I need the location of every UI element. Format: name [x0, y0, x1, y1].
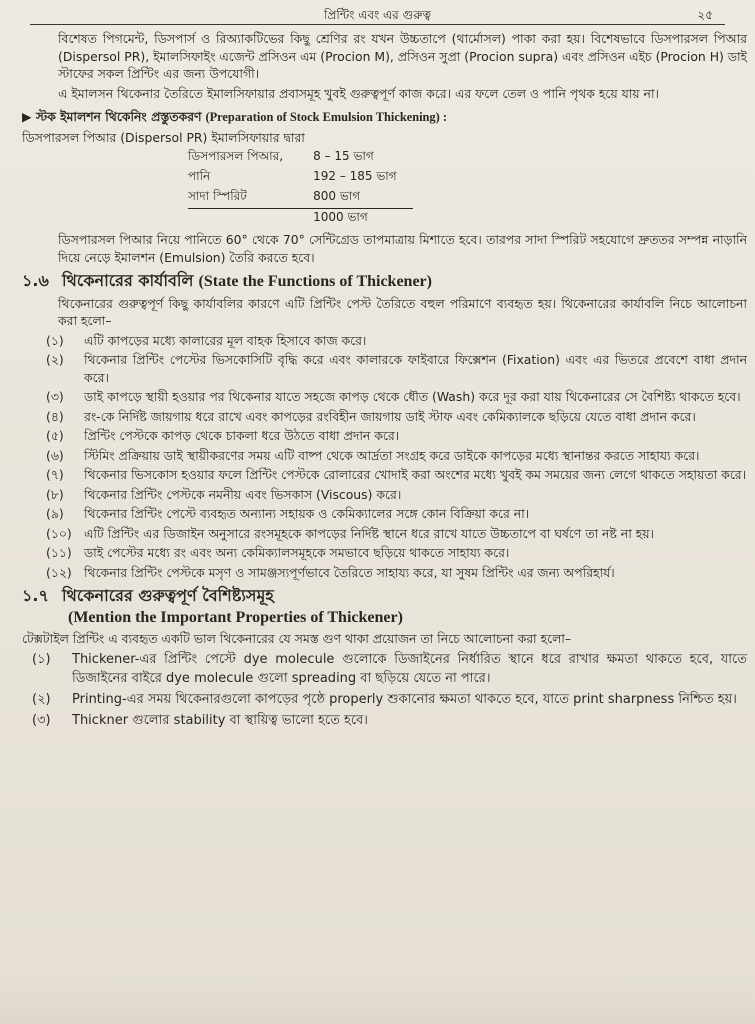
recipe-row — [188, 148, 413, 168]
stock-heading-en: (Preparation of Stock Emulsion Thickening) : — [205, 110, 447, 124]
properties-list — [22, 650, 747, 730]
stock-heading — [22, 108, 747, 127]
section-1-7-intro: টেক্সটাইল প্রিন্টিং এ ব্যবহৃত একটি ভাল থিকেনারের যে সমস্ত গুণ থাকা প্রয়োজন তা নিচে আলোচনা করা হলো– — [22, 631, 572, 646]
list-item: (৮) থিকেনার প্রিন্টিং পেস্টকে নমনীয় এবং ভিসকাস (Viscous) করে। — [46, 486, 402, 502]
list-item: (১) এটি কাপড়ের মধ্যে কালারের মূল বাহক হিসাবে কাজ করে। — [46, 332, 367, 348]
list-item: (৬) স্টিমিং প্রক্রিয়ায় ডাই স্থায়ীকরণের সময় এটি বাষ্প থেকে আর্দ্রতা সংগ্রহ করে ডাইকে কাপড়ের মধ্যে স্থানান্তর করতে সাহায্য করে। — [46, 447, 700, 463]
functions-list — [22, 332, 747, 582]
recipe-ingredient: ডিসপারসল পিআর, — [188, 149, 284, 163]
recipe-total-row — [188, 209, 413, 230]
recipe-ingredient: পানি — [188, 169, 211, 183]
recipe-table — [188, 148, 747, 229]
list-item: (২) Printing-এর সময় থিকেনারগুলো কাপড়ের পৃষ্ঠে properly শুকানোর ক্ষমতা থাকতে হবে, যাতে print sharpness নিশ্চিত হয়। — [32, 691, 737, 707]
intro-paragraph-2: এ ইমালসন থিকেনার তৈরিতে ইমালসিফায়ার প্রবাসমূহ খুবই গুরুত্বপূর্ণ কাজ করে। এর ফলে তেল ও পানি পৃথক হয়ে যায় না। — [58, 85, 659, 101]
list-item: (৭) থিকেনার ভিসকোস হওয়ার ফলে প্রিন্টিং পেস্টকে রোলারের খোদাই করা অংশের মধ্যে খুবই কম সময়ের জন্য লেগে থাকতে সহায়তা করে। — [46, 467, 747, 482]
list-item: (৯) থিকেনার প্রিন্টিং পেস্টে ব্যবহৃত অন্যান্য সহায়ক ও কেমিক্যালের সঙ্গে কোন বিক্রিয়া করে না। — [46, 506, 530, 521]
list-item: (১) Thickener-এর প্রিন্টিং পেস্টে dye molecule গুলোকে ডিজাইনের নির্ধারিত স্থানে ধরে রাখার ক্ষমতা থাকতে হবে, যাতে ডিজাইনের বাইরে dye molecule গুলো spreading বা ছড়িয়ে যেতে না পারে। — [32, 651, 747, 686]
list-item: (১০) এটি প্রিন্টিং এর ডিজাইন অনুসারে রংসমূহকে কাপড়ের নির্দিষ্ট স্থানে ধরে রাখে যাতে উচ্চতাপে বা ঘর্ষণে তা নষ্ট না হয়। — [46, 525, 654, 541]
stock-outro: ডিসপারসল পিআর নিয়ে পানিতে 60° থেকে 70° সেন্টিগ্রেড তাপমাত্রায় মিশাতে হবে। তারপর সাদা স্পিরিট সহযোগে দ্রুততর সম্পন্ন নাড়ানি দিয়ে নেড়ে ইমালশন (Emulsion) তৈরি করতে হবে। — [58, 232, 747, 265]
recipe-amount: 8 – 15 ভাগ — [313, 149, 374, 163]
page-number: ২৫ — [697, 8, 713, 22]
list-item: (২) থিকেনার প্রিন্টিং পেস্টের ভিসকোসিটি বৃদ্ধি করে এবং কালারকে ফাইবারে ফিক্সেশন (Fixation) এবং এর ভিতরে প্রবেশে বাধা প্রদান করে। — [46, 352, 747, 385]
recipe-total: 1000 ভাগ — [313, 210, 368, 224]
page-content — [22, 30, 747, 732]
stock-subtext: ডিসপারসল পিআর (Dispersol PR) ইমালসিফায়ার দ্বারা — [22, 129, 305, 145]
section-title-bn: থিকেনারের কার্যাবলি — [61, 271, 194, 290]
list-item: (৪) রং-কে নির্দিষ্ট জায়গায় ধরে রাখে এবং কাপড়ের রংবিহীন জায়গায় ডাই স্টাফ এবং কেমিক্যালকে ছড়িয়ে যেতে বাধা প্রদান করে। — [46, 408, 696, 424]
stock-heading-bn: ▶ স্টক ইমালশন থিকেনিং প্রস্তুতকরণ — [22, 109, 202, 124]
header-title: প্রিন্টিং এবং এর গুরুত্ব — [324, 8, 431, 22]
recipe-row — [188, 168, 413, 188]
recipe-amount: 192 – 185 ভাগ — [313, 169, 397, 183]
section-number: ১.৬ — [22, 271, 49, 290]
intro-paragraph-1: বিশেষত পিগমেন্ট, ডিসপার্স ও রিঅ্যাকটিভের কিছু শ্রেণির রং যখন উচ্চতাপে (থার্মোসল) পাকা করা হয়। বিশেষভাবে ডিসপারসল পিআর (Dispersol PR), ইমালসিফাইং এজেন্ট প্রসিওন এম (Procion M), প্রসিওন সুপ্রা (Procion supra) এবং প্রসিওন এইচ (Procion H) ডাই স্টাফের সকল প্রিন্টিং এর জন্য উপযোগী। — [58, 31, 747, 81]
page-shading — [0, 984, 755, 1024]
list-item: (৩) ডাই কাপড়ে স্থায়ী হওয়ার পর থিকেনার যাতে সহজে কাপড় থেকে ধৌত (Wash) করে দূর করা যায় থিকেনারের সে বৈশিষ্ট্য থাকতে হবে। — [46, 389, 741, 404]
section-1-7-heading — [22, 587, 747, 605]
section-title-en: (Mention the Important Properties of Thickener) — [68, 608, 403, 626]
list-item: (১১) ডাই পেস্টের মধ্যে রং এবং অন্য কেমিক্যালসমূহকে সমভাবে ছড়িয়ে থাকতে সাহায্য করে। — [46, 545, 510, 560]
section-1-6-intro: থিকেনারের গুরুত্বপূর্ণ কিছু কার্যাবলির কারণে এটি প্রিন্টিং পেস্ট তৈরিতে বহুল পরিমাণে ব্যবহৃত হয়। থিকেনারের কার্যাবলি নিচে আলোচনা করা হলো– — [58, 295, 747, 328]
section-1-6-heading — [22, 272, 747, 291]
recipe-row — [188, 188, 413, 209]
list-item: (১২) থিকেনার প্রিন্টিং পেস্টকে মসৃণ ও সামঞ্জস্যপূর্ণভাবে তৈরিতে সাহায্য করে, যা সুষম প্রিন্টিং এর জন্য অপরিহার্য। — [46, 564, 615, 580]
recipe-amount: 800 ভাগ — [293, 188, 413, 209]
section-title-en: (State the Functions of Thickener) — [198, 273, 432, 290]
section-number: ১.৭ — [22, 586, 49, 605]
list-item: (৩) Thickner গুলোর stability বা স্থায়িত্ব ভালো হতে হবে। — [32, 712, 368, 728]
section-title-bn: থিকেনারের গুরুত্বপূর্ণ বৈশিষ্ট্যসমূহ — [61, 586, 274, 605]
list-item: (৫) প্রিন্টিং পেস্টকে কাপড় থেকে চাকলা ধরে উঠতে বাধা প্রদান করে। — [46, 428, 400, 443]
recipe-ingredient: সাদা স্পিরিট — [188, 188, 293, 209]
running-header — [30, 4, 725, 25]
